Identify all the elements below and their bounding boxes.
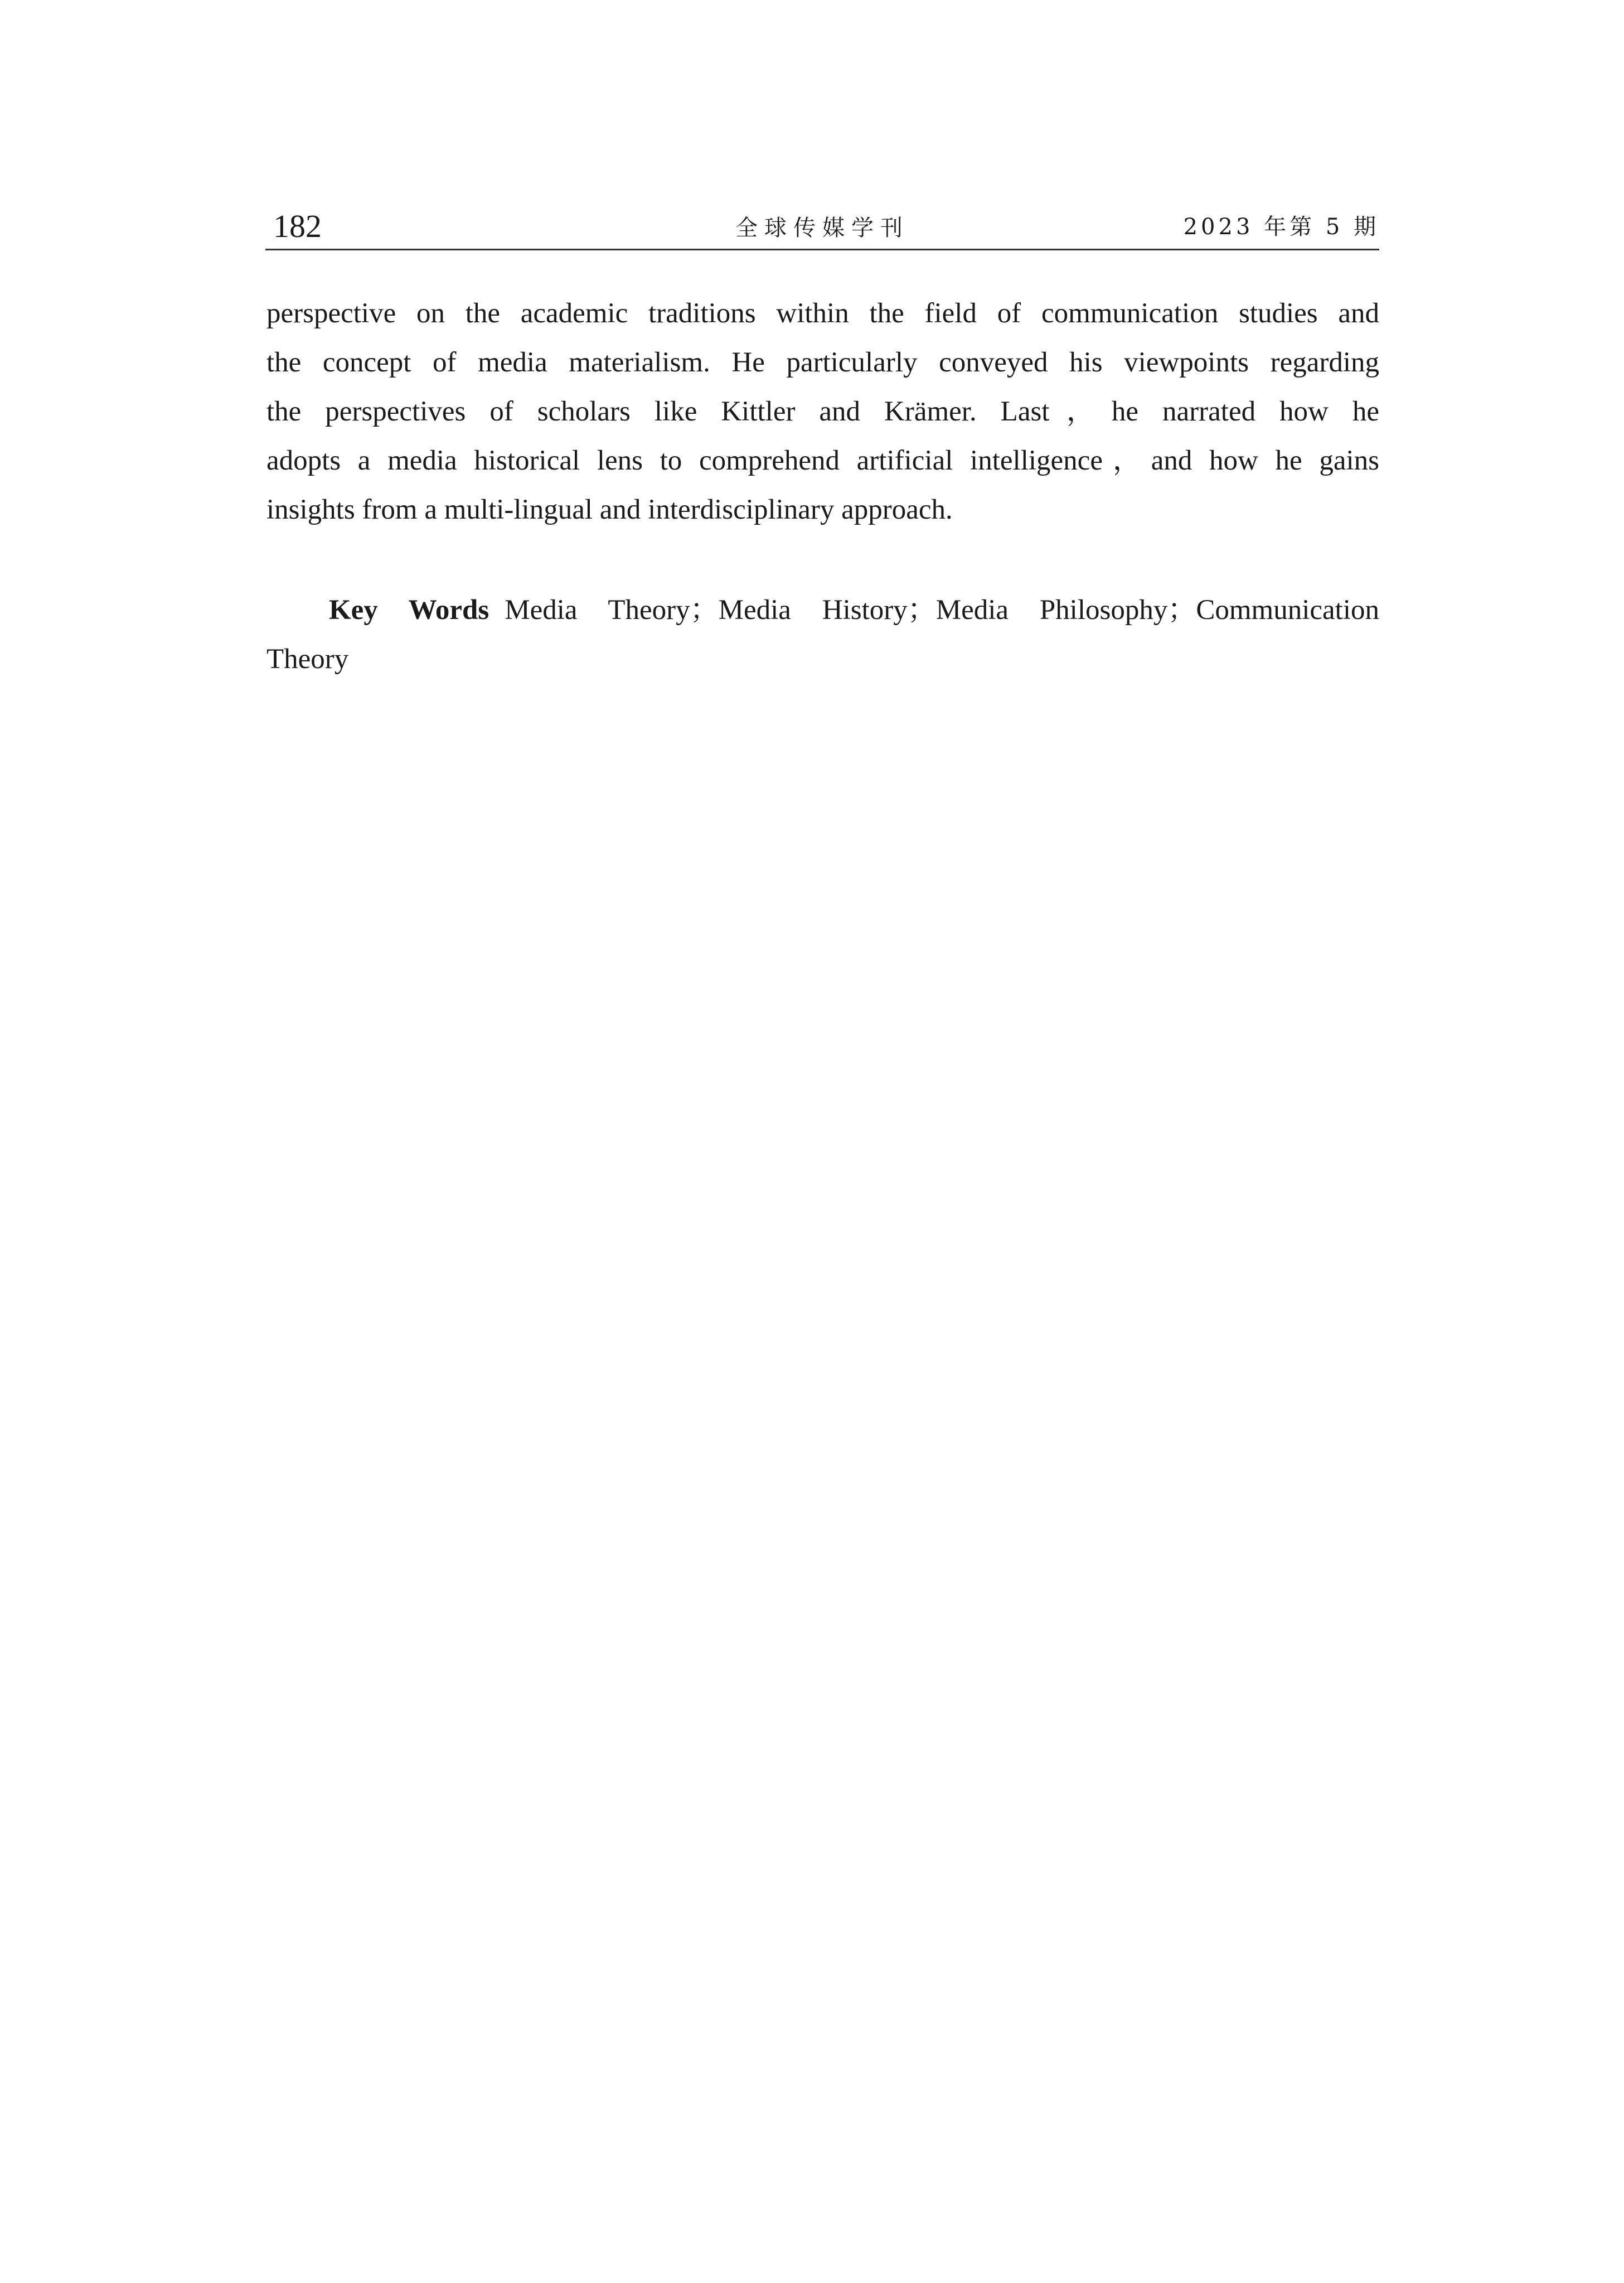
abstract-line: the concept of media materialism. He particularly conveyed his viewpoints regarding <box>266 347 1379 378</box>
running-header <box>265 209 1379 249</box>
keywords-paragraph <box>266 586 1379 684</box>
abstract-line: adopts a media historical lens to comprehend artificial intelligence，and how he gains <box>266 445 1379 476</box>
header-rule <box>265 249 1379 250</box>
journal-title: 全球传媒学刊 <box>735 215 909 241</box>
abstract-paragraph <box>266 289 1379 534</box>
keywords-line-continued: Theory <box>266 644 349 675</box>
abstract-line: insights from a multi-lingual and interdisciplinary approach. <box>266 494 953 525</box>
keywords-list: Media Theory；Media History；Media Philosophy；Communication <box>505 594 1380 626</box>
issue-label: 2023 年第 5 期 <box>1183 214 1379 240</box>
keywords-line <box>266 586 1379 635</box>
page-number: 182 <box>273 208 322 244</box>
abstract-line: perspective on the academic traditions within the field of communication studies and <box>266 298 1379 329</box>
abstract-line: the perspectives of scholars like Kittler and Krämer. Last，he narrated how he <box>266 396 1379 427</box>
keywords-label: Key Words <box>329 594 489 626</box>
